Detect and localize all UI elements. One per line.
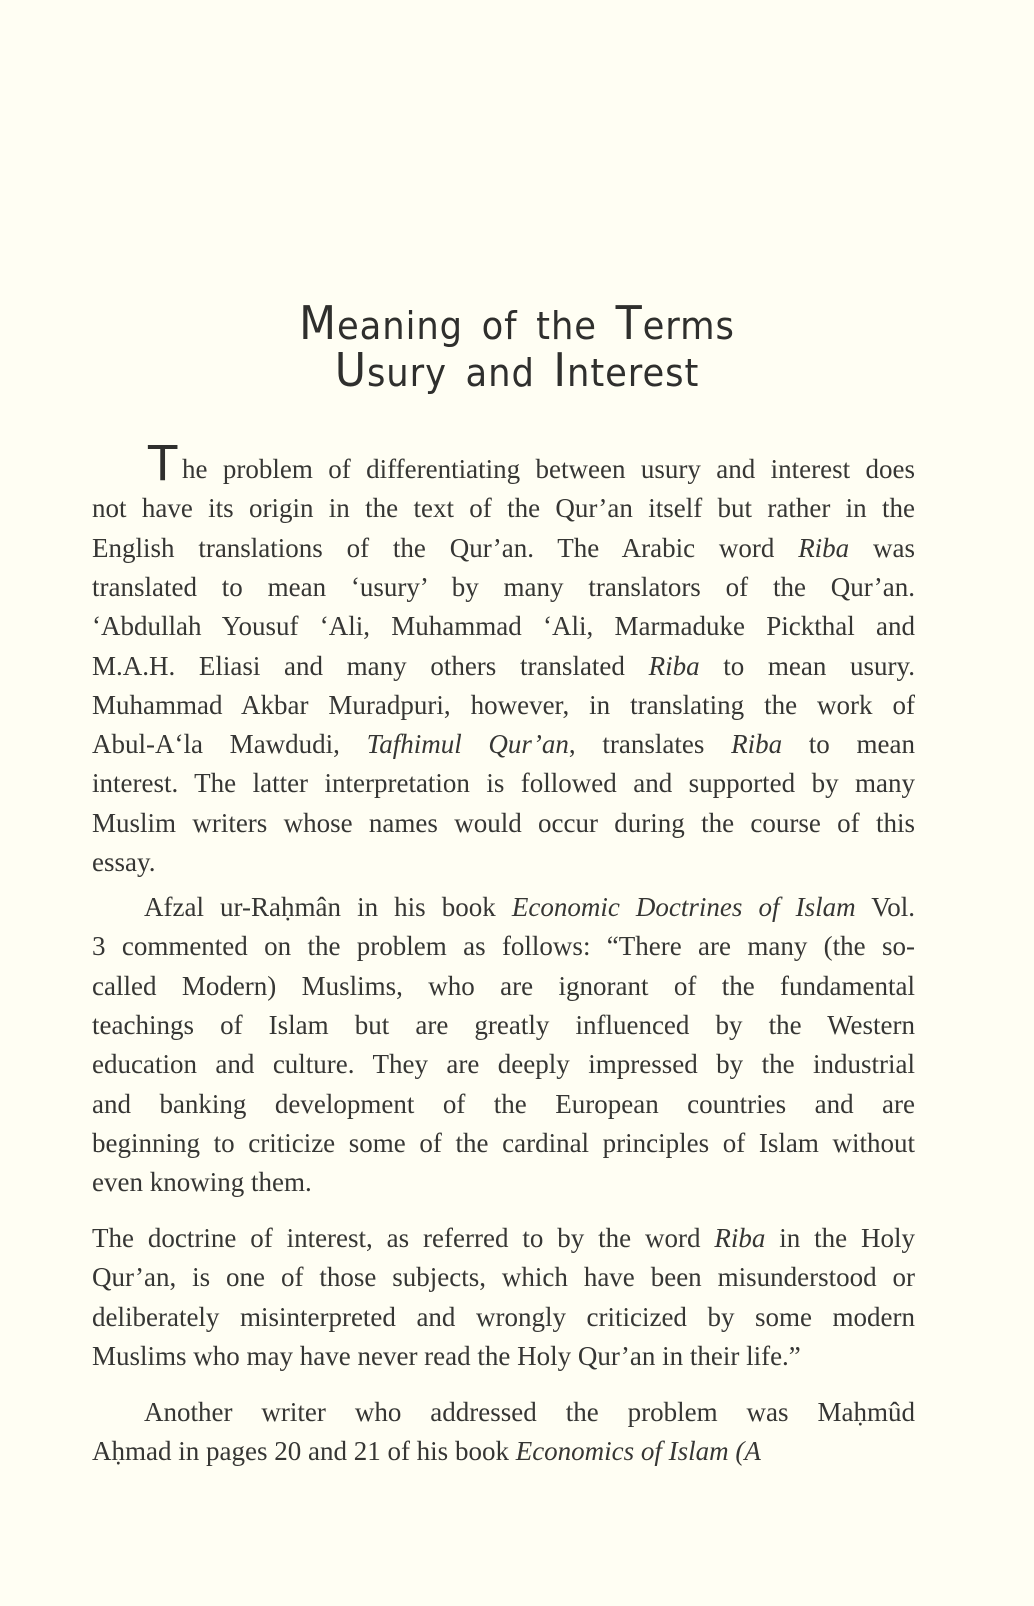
text-segment: 3 commented on the problem as follows: “There are many (the so-	[92, 931, 915, 962]
text-line	[92, 529, 915, 568]
text-segment: interest. The latter interpretation is followed and supported by many	[92, 768, 915, 799]
italic-text: Economics of Islam (A	[515, 1436, 761, 1467]
text-segment: beginning to criticize some of the cardinal principles of Islam without	[92, 1127, 915, 1158]
text-segment: , translates	[568, 729, 732, 760]
text-segment: teachings of Islam but are greatly influenced by the Western	[92, 1009, 915, 1040]
title-word-rest: eaning	[337, 304, 464, 348]
title-word	[553, 343, 700, 397]
text-segment: Afzal ur-Raḥmân in his book	[144, 892, 512, 922]
title-word	[536, 304, 597, 348]
text-segment: ‘Abdullah Yousuf ‘Ali, Muhammad ‘Ali, Marmaduke Pickthal and	[92, 611, 915, 642]
text-line	[92, 1085, 915, 1124]
text-line	[92, 1124, 915, 1163]
text-line	[92, 764, 915, 803]
text-segment: even knowing them.	[92, 1167, 312, 1198]
italic-text: Riba	[798, 532, 850, 563]
title-word-rest: erms	[642, 304, 735, 348]
text-segment: not have its origin in the text of the Qur’an itself but rather in the	[92, 493, 915, 524]
text-line	[92, 1432, 915, 1471]
text-line	[92, 725, 915, 764]
title-capital: M	[299, 296, 338, 350]
text-line	[92, 568, 915, 607]
text-line	[92, 436, 915, 492]
title-word	[615, 296, 735, 350]
italic-text: Riba	[731, 729, 783, 760]
italic-text: Tafhimul Qur’an	[366, 729, 569, 760]
text-line	[92, 1298, 915, 1337]
text-line	[92, 888, 915, 927]
text-segment: Qur’an, is one of those subjects, which have been misunderstood or	[92, 1262, 915, 1293]
text-line	[92, 967, 915, 1006]
title-word-rest: and	[465, 351, 535, 395]
title-word	[334, 343, 447, 397]
drop-cap: T	[148, 436, 178, 492]
italic-text: Riba	[714, 1223, 766, 1253]
text-line	[92, 686, 915, 725]
chapter-title-line-2	[36, 345, 998, 398]
title-word-rest: sury	[366, 351, 447, 395]
title-word-rest: of	[481, 304, 518, 348]
italic-text: Economic Doctrines of Islam	[511, 892, 856, 922]
text-segment: was	[849, 532, 915, 563]
text-segment: Another writer who addressed the problem was Maḥmûd	[144, 1397, 915, 1427]
text-segment: translated to mean ‘usury’ by many translators of the Qur’an.	[92, 571, 915, 602]
title-capital: I	[553, 343, 567, 397]
chapter-title-line-1	[36, 298, 998, 351]
title-word	[466, 351, 535, 395]
title-word	[299, 296, 464, 350]
title-word	[482, 304, 518, 348]
text-segment: Aḥmad in pages 20 and 21 of his book	[92, 1436, 516, 1467]
text-segment: deliberately misinterpreted and wrongly criticized by some modern	[92, 1301, 915, 1332]
text-line	[92, 1337, 915, 1376]
text-segment: to mean usury.	[699, 650, 916, 681]
text-line	[92, 647, 915, 686]
text-segment: called Modern) Muslims, who are ignorant of the fundamental	[92, 970, 915, 1001]
title-capital: U	[334, 343, 367, 397]
text-line	[92, 489, 915, 528]
text-segment: Abul-A‘la Mawdudi,	[92, 729, 367, 760]
text-line	[92, 1258, 915, 1297]
title-word-rest: the	[536, 304, 597, 348]
text-line	[92, 1163, 915, 1202]
text-line	[92, 843, 915, 882]
text-line	[92, 1045, 915, 1084]
text-segment: he problem of differentiating between usury and interest does	[182, 454, 915, 484]
italic-text: Riba	[648, 650, 700, 681]
title-word-rest: nterest	[566, 351, 700, 395]
text-segment: Muhammad Akbar Muradpuri, however, in translating the work of	[92, 689, 915, 720]
text-segment: English translations of the Qur’an. The Arabic word	[92, 532, 799, 563]
text-line	[92, 1219, 915, 1258]
text-segment: in the Holy	[765, 1223, 915, 1253]
text-segment: essay.	[92, 847, 156, 877]
text-line	[92, 1393, 915, 1432]
text-line	[92, 1006, 915, 1045]
text-segment: and banking development of the European countries and are	[92, 1088, 915, 1119]
text-segment: to mean	[782, 729, 915, 760]
text-segment: education and culture. They are deeply impressed by the industrial	[92, 1049, 915, 1080]
text-segment: Muslims who may have never read the Holy Qur’an in their life.”	[92, 1340, 801, 1371]
text-line	[92, 607, 915, 646]
title-capital: T	[615, 296, 643, 350]
text-line	[92, 804, 915, 843]
text-segment: The doctrine of interest, as referred to by the word	[92, 1223, 715, 1253]
text-segment: M.A.H. Eliasi and many others translated	[92, 650, 649, 681]
text-segment: Vol.	[855, 892, 915, 922]
text-segment: Muslim writers whose names would occur during the course of this	[92, 807, 915, 838]
text-line	[92, 927, 915, 966]
